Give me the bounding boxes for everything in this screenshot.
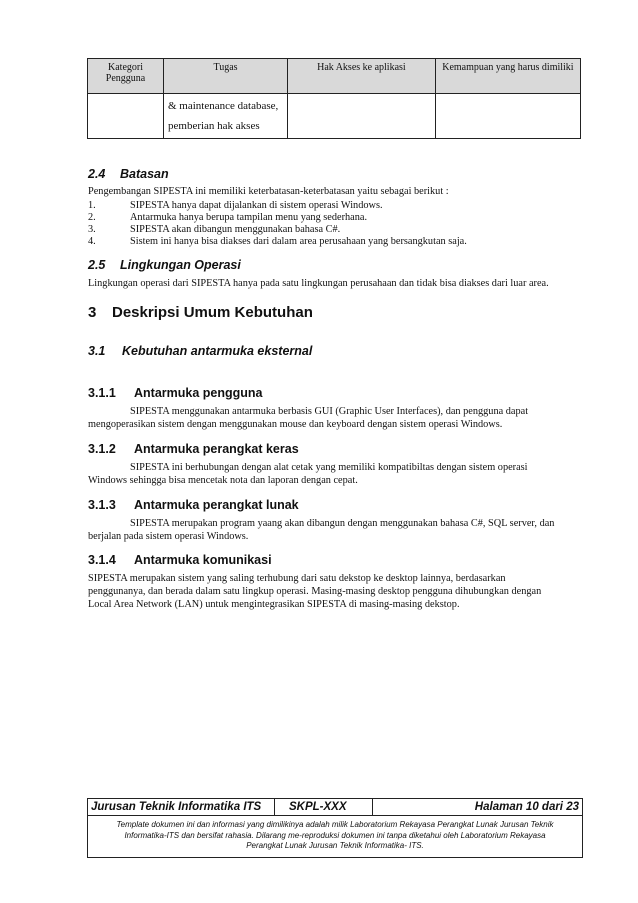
footer-page-number: Halaman 10 dari 23 xyxy=(474,801,579,813)
table-row xyxy=(88,94,581,139)
paragraph-line: Windows sehingga bisa mencetak nota dan laporan dengan cepat. xyxy=(88,475,358,486)
subsection-number: 3.1.1 xyxy=(88,386,116,400)
subsection-number: 3.1.3 xyxy=(88,498,116,512)
section-heading-lingkungan xyxy=(88,258,241,272)
paragraph-line: berjalan pada sistem operasi Windows. xyxy=(88,531,249,542)
cell-kategori xyxy=(88,94,164,139)
subsection-heading-komunikasi xyxy=(88,553,272,567)
chapter-heading-deskripsi xyxy=(88,304,313,321)
subsection-title: Antarmuka perangkat keras xyxy=(134,442,299,456)
section-title: Kebutuhan antarmuka eksternal xyxy=(122,344,313,358)
page-footer xyxy=(87,798,583,858)
footer-header-row xyxy=(88,799,582,816)
header-kategori: Kategori Pengguna xyxy=(88,59,164,94)
subsection-title: Antarmuka perangkat lunak xyxy=(134,498,299,512)
footer-doc-code: SKPL-XXX xyxy=(275,799,373,815)
header-tugas: Tugas xyxy=(164,59,288,94)
subsection-heading-keras xyxy=(88,442,299,456)
subsection-title: Antarmuka pengguna xyxy=(134,386,263,400)
header-hak-akses: Hak Akses ke aplikasi xyxy=(287,59,435,94)
cell-kemampuan xyxy=(435,94,580,139)
batasan-intro: Pengembangan SIPESTA ini memiliki keterbatasan-keterbatasan yaitu sebagai berikut : xyxy=(88,186,449,197)
paragraph-line: SIPESTA ini berhubungan dengan alat cetak yang memiliki kompatibiltas dengan sistem operasi xyxy=(130,462,528,473)
chapter-number: 3 xyxy=(88,304,97,321)
header-kemampuan: Kemampuan yang harus dimiliki xyxy=(435,59,580,94)
list-item: 4. Sistem ini hanya bisa diakses dari dalam area perusahaan yang bersangkutan saja. xyxy=(88,236,467,247)
paragraph-line: penggunanya, dan berada dalam satu lingkup operasi. Masing-masing desktop pengguna dihubungkan dengan xyxy=(88,586,542,597)
section-heading-eksternal xyxy=(88,344,312,358)
chapter-title: Deskripsi Umum Kebutuhan xyxy=(112,304,313,321)
paragraph-line: SIPESTA menggunakan antarmuka berbasis GUI (Graphic User Interfaces), dan pengguna dapat xyxy=(130,406,529,417)
section-number: 3.1 xyxy=(88,344,106,358)
list-item: 3. SIPESTA akan dibangun menggunakan bahasa C#. xyxy=(88,224,341,235)
section-heading-batasan xyxy=(88,167,169,181)
tugas-line: & maintenance database, xyxy=(168,100,279,112)
note-line: Perangkat Lunak Jurusan Teknik Informatika- ITS. xyxy=(246,841,424,850)
section-number: 2.4 xyxy=(88,167,106,181)
paragraph-line: SIPESTA merupakan sistem yang saling terhubung dari satu dekstop ke desktop lainnya, berdasarkan xyxy=(88,573,506,584)
user-roles-table xyxy=(87,58,581,139)
paragraph-line: mengoperasikan sistem dengan menggunakan mouse dan keyboard dengan sistem operasi Windows. xyxy=(88,419,503,430)
paragraph-line: Local Area Network (LAN) untuk mengintegrasikan SIPESTA di masing-masing dekstop. xyxy=(88,599,460,610)
footer-department: Jurusan Teknik Informatika ITS xyxy=(88,799,275,815)
section-number: 2.5 xyxy=(88,258,106,272)
tugas-line: pemberian hak akses xyxy=(168,120,260,132)
cell-tugas xyxy=(164,94,288,139)
subsection-number: 3.1.2 xyxy=(88,442,116,456)
list-item: 2. Antarmuka hanya berupa tampilan menu yang sederhana. xyxy=(88,212,368,223)
subsection-heading-lunak xyxy=(88,498,299,512)
section-title: Lingkungan Operasi xyxy=(120,258,241,272)
subsection-number: 3.1.4 xyxy=(88,553,116,567)
paragraph-line: SIPESTA merupakan program yaang akan dibangun dengan menggunakan bahasa C#, SQL server, dan xyxy=(130,518,555,529)
cell-hak-akses xyxy=(287,94,435,139)
note-line: Informatika-ITS dan bersifat rahasia. Dilarang me-reproduksi dokumen ini tanpa diketahui oleh Laboratorium Rekayasa xyxy=(124,830,546,840)
subsection-title: Antarmuka komunikasi xyxy=(134,553,272,567)
lingkungan-text: Lingkungan operasi dari SIPESTA hanya pada satu lingkungan perusahaan dan tidak bisa diakses dari luar area. xyxy=(88,278,549,289)
list-item: 1. SIPESTA hanya dapat dijalankan di sistem operasi Windows. xyxy=(88,200,383,211)
section-title: Batasan xyxy=(120,167,169,181)
subsection-heading-pengguna xyxy=(88,386,263,400)
table-header-row xyxy=(88,59,581,94)
footer-copyright-note xyxy=(88,816,582,857)
note-line: Template dokumen ini dan informasi yang dimilikinya adalah milik Laboratorium Rekayasa Perangkat Lunak Jurusan Teknik xyxy=(116,820,554,829)
